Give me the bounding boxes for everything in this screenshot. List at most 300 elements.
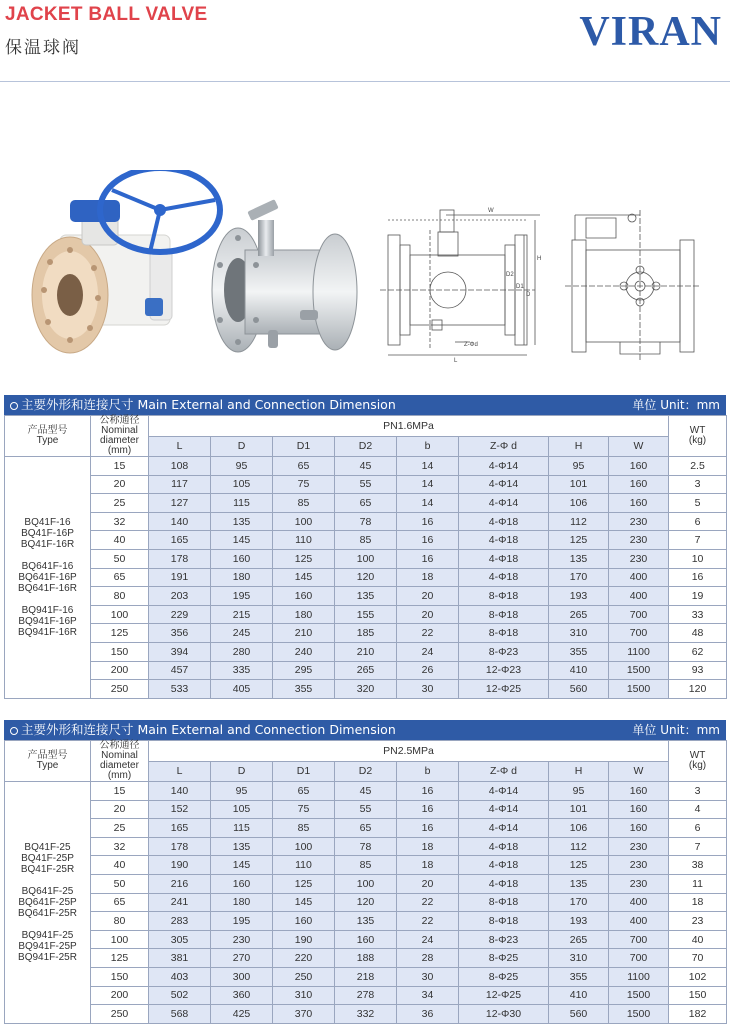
- weight-cell: 7: [669, 531, 727, 550]
- weight-column-header: WT (kg): [669, 416, 727, 457]
- dimension-cell: 20: [397, 587, 459, 606]
- dimension-cell: 8-Φ18: [459, 624, 549, 643]
- dimension-cell: 230: [609, 549, 669, 568]
- dimension-cell: 75: [273, 475, 335, 494]
- dimension-cell: 305: [149, 930, 211, 949]
- dimension-cell: 120: [335, 568, 397, 587]
- dimension-cell: 18: [397, 837, 459, 856]
- dimension-cell: 45: [335, 782, 397, 801]
- dimension-cell: 180: [211, 893, 273, 912]
- dimension-cell: 193: [549, 912, 609, 931]
- dimension-cell: 8-Φ18: [459, 605, 549, 624]
- drawing-label-l: L: [454, 358, 458, 364]
- dimension-cell: 160: [335, 930, 397, 949]
- dimension-cell: 65: [335, 819, 397, 838]
- nominal-diameter-cell: 40: [91, 856, 149, 875]
- dimension-cell: 218: [335, 967, 397, 986]
- valve-photo-handwheel: [32, 170, 220, 353]
- dimension-cell: 4-Φ18: [459, 549, 549, 568]
- dimension-cell: 195: [211, 912, 273, 931]
- page-header: [0, 0, 730, 82]
- dimension-cell: 115: [211, 494, 273, 513]
- nominal-diameter-cell: 50: [91, 549, 149, 568]
- drawing-label-h: H: [537, 256, 542, 262]
- dimension-cell: 18: [397, 856, 459, 875]
- dimension-cell: 100: [335, 549, 397, 568]
- dimension-table-pn25: [4, 740, 727, 1024]
- dimension-cell: 8-Φ18: [459, 893, 549, 912]
- dimension-cell: 12-Φ23: [459, 661, 549, 680]
- nominal-diameter-cell: 20: [91, 800, 149, 819]
- table-row: [5, 605, 727, 624]
- dimension-cell: 4-Φ18: [459, 512, 549, 531]
- nominal-diameter-cell: 32: [91, 837, 149, 856]
- dimension-cell: 125: [549, 531, 609, 550]
- dimension-cell: 229: [149, 605, 211, 624]
- dimension-cell: 355: [549, 642, 609, 661]
- dimension-cell: 115: [211, 819, 273, 838]
- nominal-diameter-cell: 65: [91, 568, 149, 587]
- dimension-cell: 4-Φ14: [459, 475, 549, 494]
- dimension-cell: 400: [609, 893, 669, 912]
- nominal-diameter-header: 公称通径 Nominal diameter (mm): [91, 741, 149, 782]
- dimension-cell: 100: [335, 874, 397, 893]
- dimension-cell: 4-Φ14: [459, 782, 549, 801]
- dimension-cell: 265: [335, 661, 397, 680]
- nominal-diameter-cell: 15: [91, 782, 149, 801]
- dimension-cell: 400: [609, 587, 669, 606]
- dimension-cell: 210: [273, 624, 335, 643]
- dimension-cell: 265: [549, 605, 609, 624]
- dimension-cell: 85: [273, 819, 335, 838]
- dimension-cell: 160: [609, 800, 669, 819]
- dimension-cell: 135: [549, 874, 609, 893]
- dimension-cell: 195: [211, 587, 273, 606]
- table-row: [5, 986, 727, 1005]
- dimension-cell: 360: [211, 986, 273, 1005]
- dimension-cell: 127: [149, 494, 211, 513]
- dimension-cell: 65: [273, 457, 335, 476]
- dimension-cell: 160: [609, 457, 669, 476]
- table-row: [5, 457, 727, 476]
- weight-cell: 5: [669, 494, 727, 513]
- dimension-cell: 230: [609, 856, 669, 875]
- table-row: [5, 874, 727, 893]
- section-header-pn16: [4, 395, 726, 415]
- dimension-cell: 20: [397, 874, 459, 893]
- weight-cell: 4: [669, 800, 727, 819]
- dimension-cell: 16: [397, 819, 459, 838]
- dimension-cell: 16: [397, 782, 459, 801]
- dimension-cell: 8-Φ23: [459, 642, 549, 661]
- dimension-cell: 16: [397, 512, 459, 531]
- bullet-icon: [10, 402, 18, 410]
- dimension-cell: 410: [549, 661, 609, 680]
- dimension-cell: 310: [273, 986, 335, 1005]
- dimension-cell: 4-Φ18: [459, 568, 549, 587]
- nominal-diameter-cell: 40: [91, 531, 149, 550]
- nominal-diameter-cell: 80: [91, 912, 149, 931]
- table-row: [5, 949, 727, 968]
- table-row: [5, 800, 727, 819]
- dimension-cell: 160: [211, 874, 273, 893]
- table-row: [5, 568, 727, 587]
- nominal-diameter-cell: 15: [91, 457, 149, 476]
- dimension-cell: 4-Φ18: [459, 531, 549, 550]
- dimension-cell: 12-Φ25: [459, 986, 549, 1005]
- weight-cell: 120: [669, 680, 727, 699]
- page-subtitle: 保温球阀: [5, 38, 81, 58]
- weight-cell: 18: [669, 893, 727, 912]
- column-header: D2: [335, 436, 397, 457]
- nominal-diameter-cell: 65: [91, 893, 149, 912]
- column-header: L: [149, 761, 211, 782]
- nominal-diameter-cell: 200: [91, 661, 149, 680]
- table-row: [5, 912, 727, 931]
- dimension-cell: 1100: [609, 967, 669, 986]
- dimension-cell: 700: [609, 949, 669, 968]
- dimension-cell: 1500: [609, 1005, 669, 1024]
- dimension-cell: 381: [149, 949, 211, 968]
- table-row: [5, 1005, 727, 1024]
- column-header: H: [549, 436, 609, 457]
- dimension-cell: 110: [273, 531, 335, 550]
- dimension-cell: 20: [397, 605, 459, 624]
- dimension-cell: 1500: [609, 661, 669, 680]
- table-header-row: [5, 741, 727, 762]
- dimension-cell: 22: [397, 624, 459, 643]
- weight-cell: 70: [669, 949, 727, 968]
- dimension-cell: 203: [149, 587, 211, 606]
- table-row: [5, 967, 727, 986]
- dimension-cell: 170: [549, 568, 609, 587]
- bullet-icon: [10, 727, 18, 735]
- nominal-diameter-cell: 100: [91, 605, 149, 624]
- nominal-diameter-cell: 80: [91, 587, 149, 606]
- dimension-cell: 95: [549, 782, 609, 801]
- dimension-cell: 178: [149, 837, 211, 856]
- dimension-cell: 502: [149, 986, 211, 1005]
- dimension-cell: 160: [273, 587, 335, 606]
- dimension-cell: 26: [397, 661, 459, 680]
- dimension-cell: 65: [273, 782, 335, 801]
- dimension-cell: 355: [273, 680, 335, 699]
- dimension-cell: 101: [549, 475, 609, 494]
- dimension-cell: 145: [211, 856, 273, 875]
- column-header: D: [211, 436, 273, 457]
- dimension-cell: 1100: [609, 642, 669, 661]
- dimension-cell: 65: [335, 494, 397, 513]
- weight-cell: 40: [669, 930, 727, 949]
- weight-cell: 182: [669, 1005, 727, 1024]
- dimension-cell: 95: [211, 782, 273, 801]
- technical-drawing-front: [380, 210, 540, 355]
- dimension-cell: 16: [397, 531, 459, 550]
- dimension-cell: 135: [335, 587, 397, 606]
- dimension-cell: 165: [149, 531, 211, 550]
- dimension-cell: 165: [149, 819, 211, 838]
- dimension-cell: 240: [273, 642, 335, 661]
- dimension-cell: 14: [397, 457, 459, 476]
- dimension-cell: 112: [549, 837, 609, 856]
- dimension-cell: 8-Φ18: [459, 912, 549, 931]
- weight-cell: 93: [669, 661, 727, 680]
- table-row: [5, 680, 727, 699]
- dimension-cell: 75: [273, 800, 335, 819]
- dimension-cell: 45: [335, 457, 397, 476]
- dimension-cell: 12-Φ25: [459, 680, 549, 699]
- dimension-cell: 4-Φ14: [459, 819, 549, 838]
- dimension-cell: 152: [149, 800, 211, 819]
- dimension-cell: 216: [149, 874, 211, 893]
- dimension-cell: 24: [397, 930, 459, 949]
- dimension-cell: 14: [397, 494, 459, 513]
- dimension-cell: 160: [609, 782, 669, 801]
- section-title: 主要外形和连接尺寸 Main External and Connection Dimension: [21, 397, 396, 412]
- brand-logo: VIRAN: [579, 9, 722, 55]
- weight-cell: 16: [669, 568, 727, 587]
- column-header: D: [211, 761, 273, 782]
- dimension-cell: 106: [549, 819, 609, 838]
- weight-cell: 48: [669, 624, 727, 643]
- dimension-cell: 230: [609, 874, 669, 893]
- dimension-cell: 160: [211, 549, 273, 568]
- weight-cell: 33: [669, 605, 727, 624]
- dimension-cell: 170: [549, 893, 609, 912]
- table-row: [5, 642, 727, 661]
- dimension-cell: 85: [335, 856, 397, 875]
- nominal-diameter-cell: 100: [91, 930, 149, 949]
- dimension-cell: 180: [273, 605, 335, 624]
- dimension-cell: 425: [211, 1005, 273, 1024]
- dimension-cell: 105: [211, 475, 273, 494]
- drawing-label-w: W: [488, 208, 494, 214]
- table-row: [5, 531, 727, 550]
- dimension-cell: 135: [211, 512, 273, 531]
- dimension-cell: 155: [335, 605, 397, 624]
- weight-cell: 62: [669, 642, 727, 661]
- dimension-cell: 700: [609, 930, 669, 949]
- dimension-cell: 105: [211, 800, 273, 819]
- nominal-diameter-cell: 25: [91, 494, 149, 513]
- column-header: D2: [335, 761, 397, 782]
- section-title: 主要外形和连接尺寸 Main External and Connection Dimension: [21, 722, 396, 737]
- dimension-cell: 215: [211, 605, 273, 624]
- dimension-cell: 4-Φ18: [459, 856, 549, 875]
- dimension-cell: 270: [211, 949, 273, 968]
- dimension-cell: 403: [149, 967, 211, 986]
- dimension-cell: 160: [273, 912, 335, 931]
- table-row: [5, 494, 727, 513]
- dimension-cell: 30: [397, 967, 459, 986]
- drawing-label-d2: D2: [506, 272, 514, 278]
- dimension-cell: 230: [211, 930, 273, 949]
- column-header: W: [609, 761, 669, 782]
- dimension-cell: 1500: [609, 986, 669, 1005]
- table-row: [5, 661, 727, 680]
- nominal-diameter-cell: 200: [91, 986, 149, 1005]
- dimension-cell: 16: [397, 800, 459, 819]
- dimension-cell: 4-Φ14: [459, 494, 549, 513]
- dimension-cell: 125: [273, 874, 335, 893]
- dimension-cell: 300: [211, 967, 273, 986]
- dimension-cell: 55: [335, 800, 397, 819]
- table-row: [5, 856, 727, 875]
- dimension-cell: 85: [335, 531, 397, 550]
- dimension-cell: 160: [609, 494, 669, 513]
- dimension-cell: 1500: [609, 680, 669, 699]
- dimension-cell: 394: [149, 642, 211, 661]
- weight-cell: 10: [669, 549, 727, 568]
- section-unit: 单位 Unit：mm: [632, 398, 720, 412]
- dimension-cell: 14: [397, 475, 459, 494]
- dimension-cell: 220: [273, 949, 335, 968]
- dimension-cell: 4-Φ18: [459, 874, 549, 893]
- dimension-cell: 250: [273, 967, 335, 986]
- dimension-cell: 101: [549, 800, 609, 819]
- dimension-cell: 78: [335, 837, 397, 856]
- nominal-diameter-cell: 250: [91, 680, 149, 699]
- weight-cell: 3: [669, 782, 727, 801]
- table-row: [5, 587, 727, 606]
- dimension-cell: 22: [397, 893, 459, 912]
- dimension-cell: 140: [149, 782, 211, 801]
- drawing-label-d1: D1: [516, 284, 524, 290]
- dimension-cell: 230: [609, 531, 669, 550]
- dimension-cell: 145: [273, 893, 335, 912]
- dimension-cell: 95: [211, 457, 273, 476]
- column-header: H: [549, 761, 609, 782]
- dimension-cell: 188: [335, 949, 397, 968]
- dimension-cell: 410: [549, 986, 609, 1005]
- dimension-cell: 560: [549, 1005, 609, 1024]
- dimension-cell: 117: [149, 475, 211, 494]
- type-column-header: 产品型号 Type: [5, 741, 91, 782]
- column-header: D1: [273, 436, 335, 457]
- dimension-cell: 36: [397, 1005, 459, 1024]
- dimension-cell: 135: [211, 837, 273, 856]
- weight-cell: 23: [669, 912, 727, 931]
- dimension-table-pn16: [4, 415, 727, 699]
- dimension-cell: 4-Φ14: [459, 457, 549, 476]
- column-header: L: [149, 436, 211, 457]
- dimension-cell: 106: [549, 494, 609, 513]
- dimension-cell: 12-Φ30: [459, 1005, 549, 1024]
- dimension-cell: 8-Φ23: [459, 930, 549, 949]
- weight-cell: 102: [669, 967, 727, 986]
- dimension-cell: 405: [211, 680, 273, 699]
- dimension-cell: 140: [149, 512, 211, 531]
- table-row: [5, 837, 727, 856]
- weight-cell: 150: [669, 986, 727, 1005]
- dimension-cell: 135: [549, 549, 609, 568]
- dimension-cell: 310: [549, 624, 609, 643]
- dimension-cell: 125: [273, 549, 335, 568]
- dimension-cell: 160: [609, 475, 669, 494]
- dimension-cell: 191: [149, 568, 211, 587]
- dimension-cell: 320: [335, 680, 397, 699]
- nominal-diameter-header: 公称通径 Nominal diameter (mm): [91, 416, 149, 457]
- dimension-cell: 457: [149, 661, 211, 680]
- dimension-cell: 4-Φ14: [459, 800, 549, 819]
- weight-cell: 19: [669, 587, 727, 606]
- weight-cell: 2.5: [669, 457, 727, 476]
- dimension-cell: 110: [273, 856, 335, 875]
- dimension-cell: 28: [397, 949, 459, 968]
- dimension-cell: 245: [211, 624, 273, 643]
- nominal-diameter-cell: 32: [91, 512, 149, 531]
- dimension-cell: 370: [273, 1005, 335, 1024]
- dimension-cell: 278: [335, 986, 397, 1005]
- dimension-cell: 533: [149, 680, 211, 699]
- dimension-cell: 100: [273, 512, 335, 531]
- type-models-cell: BQ41F-16 BQ41F-16P BQ41F-16R BQ641F-16 BQ641F-16P BQ641F-16R BQ941F-16 BQ941F-16P BQ941F-16R: [5, 457, 91, 699]
- dimension-cell: 568: [149, 1005, 211, 1024]
- dimension-cell: 108: [149, 457, 211, 476]
- table-row: [5, 782, 727, 801]
- table-row: [5, 893, 727, 912]
- table-row: [5, 475, 727, 494]
- nominal-diameter-cell: 150: [91, 967, 149, 986]
- section-unit: 单位 Unit：mm: [632, 723, 720, 737]
- dimension-cell: 190: [273, 930, 335, 949]
- dimension-cell: 230: [609, 512, 669, 531]
- dimension-cell: 185: [335, 624, 397, 643]
- column-header: b: [397, 761, 459, 782]
- dimension-cell: 332: [335, 1005, 397, 1024]
- dimension-cell: 190: [149, 856, 211, 875]
- dimension-cell: 145: [273, 568, 335, 587]
- pressure-rating-header: PN2.5MPa: [149, 741, 669, 762]
- dimension-cell: 78: [335, 512, 397, 531]
- nominal-diameter-cell: 20: [91, 475, 149, 494]
- column-header: Z-Φ d: [459, 436, 549, 457]
- weight-cell: 7: [669, 837, 727, 856]
- drawing-label-d: D: [526, 292, 531, 298]
- dimension-cell: 95: [549, 457, 609, 476]
- dimension-cell: 335: [211, 661, 273, 680]
- dimension-cell: 145: [211, 531, 273, 550]
- dimension-cell: 400: [609, 912, 669, 931]
- table-row: [5, 624, 727, 643]
- type-models-cell: BQ41F-25 BQ41F-25P BQ41F-25R BQ641F-25 BQ641F-25P BQ641F-25R BQ941F-25 BQ941F-25P BQ941F-25R: [5, 782, 91, 1024]
- dimension-cell: 24: [397, 642, 459, 661]
- section-header-pn25: [4, 720, 726, 740]
- dimension-cell: 112: [549, 512, 609, 531]
- dimension-cell: 34: [397, 986, 459, 1005]
- column-header: D1: [273, 761, 335, 782]
- nominal-diameter-cell: 125: [91, 949, 149, 968]
- page-title: JACKET BALL VALVE: [5, 4, 208, 25]
- product-illustrations: [0, 170, 730, 370]
- dimension-cell: 265: [549, 930, 609, 949]
- nominal-diameter-cell: 125: [91, 624, 149, 643]
- table-header-row: [5, 416, 727, 437]
- weight-column-header: WT (kg): [669, 741, 727, 782]
- dimension-cell: 8-Φ25: [459, 967, 549, 986]
- column-header: b: [397, 436, 459, 457]
- dimension-cell: 18: [397, 568, 459, 587]
- dimension-cell: 193: [549, 587, 609, 606]
- type-column-header: 产品型号 Type: [5, 416, 91, 457]
- dimension-cell: 178: [149, 549, 211, 568]
- drawing-label-zd: Z-Φd: [464, 342, 478, 348]
- table-row: [5, 819, 727, 838]
- dimension-cell: 700: [609, 624, 669, 643]
- nominal-diameter-cell: 50: [91, 874, 149, 893]
- dimension-cell: 120: [335, 893, 397, 912]
- dimension-cell: 4-Φ18: [459, 837, 549, 856]
